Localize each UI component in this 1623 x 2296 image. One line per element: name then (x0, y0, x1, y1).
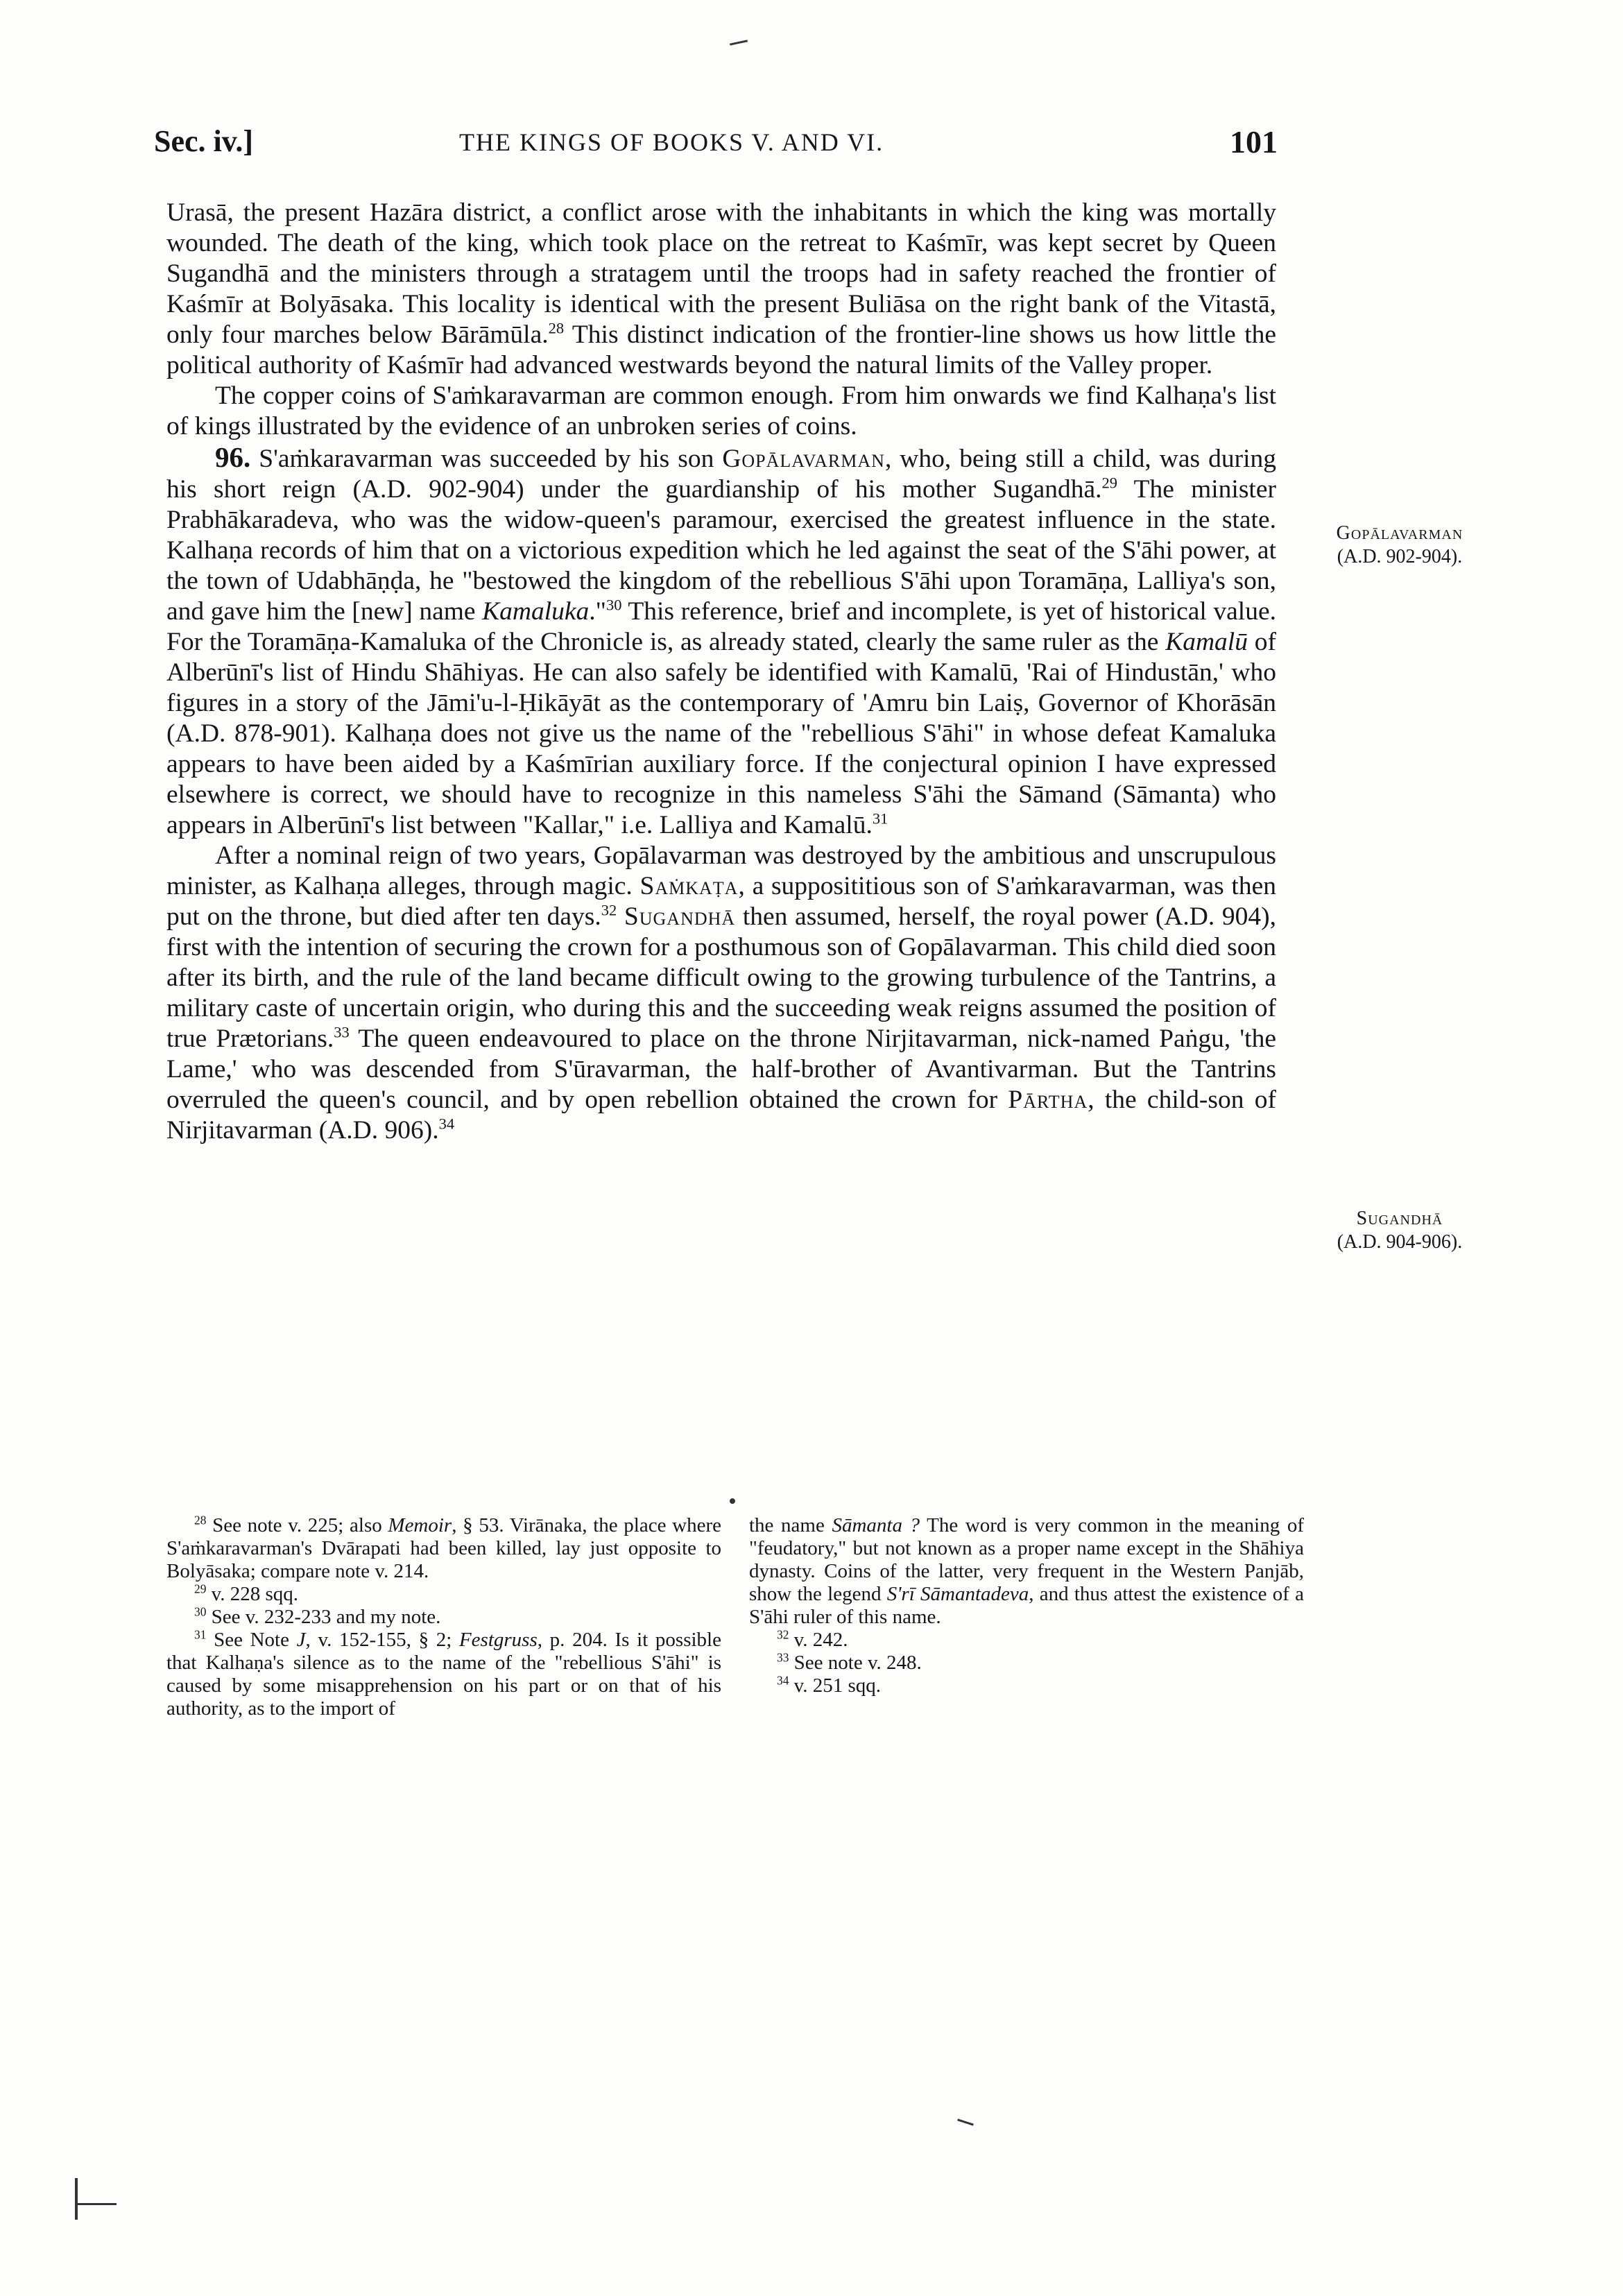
footnote-33 (749, 1652, 1304, 1674)
para3-text-e: This reference, brief and incomplete, is yet of historical value. For the Toramāṇa-Kamaluka of the Chronicle is, as already stated, clearly the same ruler as the (166, 597, 1276, 656)
paragraph-urasa (166, 198, 1276, 381)
footnote-text: See Note (214, 1629, 297, 1651)
footnote-italic: J (296, 1629, 306, 1651)
footnote-number: 34 (777, 1673, 789, 1688)
footnote-text: , v. 152-155, § 2; (305, 1629, 459, 1651)
footnote-text: The word is very common in the meaning of "feudatory," but not known as a proper name except in the Shāhiya dynasty. Coins of the latter, very frequent in the Western Panjāb, show the legend (749, 1514, 1304, 1605)
footnote-30 (166, 1606, 721, 1629)
para1-text: Urasā, the present Hazāra district, a conflict arose with the inhabitants in which the king was mortally wounded. The death of the king, which took place on the retreat to Kaśmīr, was kept secret by Queen Sugandhā and the ministers through a stratagem until the troops had in safety reached the frontier of Kaśmīr at Bolyāsaka. This locality is identical with the present Buliāsa on the right bank of the Vitastā, only four marches below Bārāmūla. (166, 198, 1276, 349)
footnotes-left-column (166, 1514, 721, 1720)
footnote-number: 28 (194, 1513, 207, 1527)
footnote-32 (749, 1629, 1304, 1652)
footnote-italic: Sāmanta ? (832, 1514, 920, 1536)
para3-text-a: S'aṁkaravarman was succeeded by his son (250, 445, 723, 473)
footnote-ref-31: 31 (872, 809, 888, 828)
para4-text-d: The queen endeavoured to place on the throne Nirjitavarman, nick-named Paṅgu, 'the Lame,' who was descended from S'ūravarman, the half-brother of Avantivarman. But the Tantrins overruled the queen's council, and by open rebellion obtained the crown for (166, 1025, 1276, 1114)
footnote-29 (166, 1583, 721, 1606)
scan-margin-mark (75, 2178, 78, 2220)
footnote-text: the name (749, 1514, 832, 1536)
margin-note-name: Sugandhā (1356, 1208, 1443, 1229)
footnote-text: v. 228 sqq. (211, 1583, 299, 1605)
margin-note-gopalavarman (1289, 522, 1511, 569)
footnote-text: v. 251 sqq. (793, 1674, 882, 1697)
para1-tail: This distinct indication of the frontier-line shows us how little the political authority of Kaśmīr had advanced westwards beyond the natural limits of the Valley proper. (166, 320, 1277, 379)
footnote-ref-30: 30 (606, 596, 622, 614)
paragraph-sugandha (166, 841, 1276, 1146)
footnote-text: , and thus attest the existence of a S'āhi ruler of this name. (749, 1583, 1304, 1628)
section-label: Sec. iv.] (154, 124, 253, 158)
footnote-31 (166, 1629, 721, 1720)
section-number: 96. (215, 441, 251, 473)
footnote-ref-28: 28 (548, 319, 565, 337)
para4-text-e: , the child-son of Nirjitavarman (A.D. 906). (166, 1086, 1276, 1145)
para4-text-b: , a supposititious son of S'aṁkaravarman, was then put on the throne, but died after ten days. (166, 872, 1276, 931)
margin-note-sugandha (1289, 1207, 1511, 1254)
running-header (154, 123, 1278, 172)
footnote-italic: S'rī Sāmantadeva (886, 1583, 1029, 1605)
footnote-28 (166, 1514, 721, 1583)
footnote-text: v. 242. (793, 1629, 848, 1651)
footnotes-right-column (749, 1514, 1304, 1697)
footnote-number: 33 (777, 1650, 789, 1665)
margin-note-name: Gopālavarman (1336, 522, 1463, 544)
king-name-partha: Pārtha (1008, 1086, 1088, 1114)
footnote-34 (749, 1674, 1304, 1697)
footnote-ref-32: 32 (601, 901, 617, 919)
king-name-gopalavarman: Gopālavarman (722, 445, 885, 473)
para4-text-a: After a nominal reign of two years, Gopālavarman was destroyed by the ambitious and unscrupulous minister, as Kalhaṇa alleges, through magic. (166, 841, 1276, 900)
term-kamalu: Kamalū (1165, 628, 1248, 656)
footnote-ref-29: 29 (1101, 474, 1118, 492)
main-text (166, 198, 1276, 1146)
para3-text-f: of Alberūnī's list of Hindu Shāhiyas. He can also safely be identified with Kamalū, 'Rai of Hindustān,' who figures in a story of the Jāmi'u-l-Ḥikāyāt as the contemporary of 'Amru bin Laiṣ, Governor of Khorāsān (A.D. 878-901). Kalhaṇa does not give us the name of the "rebellious S'āhi" in whose defeat Kamaluka appears to have been aided by a Kaśmīrian auxiliary force. If the conjectural opinion I have expressed elsewhere is correct, we should have to recognize in this nameless S'āhi the Sāmand (Sāmanta) who appears in Alberūnī's list between "Kallar," i.e. Lalliya and Kamalū. (166, 628, 1276, 839)
footnote-italic: Memoir (388, 1514, 452, 1536)
scan-speck (730, 40, 748, 45)
margin-note-dates: (A.D. 904-906). (1337, 1231, 1463, 1253)
footnote-ref-34: 34 (438, 1115, 455, 1133)
footnote-text: , p. 204. Is it possible that Kalhaṇa's silence as to the name of the "rebellious S'āhi" is caused by some misapprehension on his part or on that of his authority, as to the import of (166, 1629, 721, 1720)
footnote-text: See note v. 225; also (212, 1514, 388, 1536)
scan-speck (957, 2118, 974, 2125)
footnote-number: 32 (777, 1627, 789, 1642)
paragraph-coins: The copper coins of S'aṁkaravarman are common enough. From him onwards we find Kalhaṇa's list of kings illustrated by the evidence of an unbroken series of coins. (166, 382, 1276, 440)
running-title: THE KINGS OF BOOKS V. AND VI. (459, 128, 884, 156)
queen-name-sugandha: Sugandhā (624, 902, 736, 931)
para4-text-c: then assumed, herself, the royal power (A.D. 904), first with the intention of securing the crown for a posthumous son of Gopālavarman. This child died soon after its birth, and the rule of the land became difficult owing to the growing turbulence of the Tantrins, a military caste of uncertain origin, who during this and the succeeding weak reigns assumed the position of true Prætorians. (166, 902, 1276, 1053)
term-kamaluka: Kamaluka (482, 597, 590, 626)
footnote-text: , § 53. Virānaka, the place where S'aṁkaravarman's Dvārapati had been killed, lay just opposite to Bolyāsaka; compare note v. 214. (166, 1514, 721, 1582)
footnote-italic: Festgruss (458, 1629, 538, 1651)
para3-text-d: ." (589, 597, 606, 626)
margin-note-dates: (A.D. 902-904). (1337, 546, 1463, 567)
footnote-ref-33: 33 (334, 1023, 350, 1041)
scan-speck (730, 1498, 735, 1504)
para3-text-c: The minister Prabhākaradeva, who was the widow-queen's paramour, exercised the greatest influence in the state. Kalhaṇa records of him that on a victorious expedition which he led against the seat of the S'āhi power, at the town of Udabhāṇḍa, he "bestowed the kingdom of the rebellious S'āhi upon Toramāṇa, Lalliya's son, and gave him the [new] name (166, 475, 1276, 626)
footnote-number: 31 (194, 1627, 207, 1642)
page-number: 101 (1230, 124, 1278, 160)
footnote-text: See note v. 248. (793, 1652, 922, 1674)
para3-text-b: , who, being still a child, was during his short reign (A.D. 902-904) under the guardianship of his mother Sugandhā. (166, 445, 1276, 504)
footnote-31-continued (749, 1514, 1304, 1629)
footnote-text: See v. 232-233 and my note. (211, 1606, 441, 1628)
scan-margin-mark (75, 2203, 117, 2205)
footnote-number: 30 (194, 1604, 207, 1619)
footnote-number: 29 (194, 1582, 207, 1596)
paragraph-96 (166, 442, 1276, 841)
king-name-samkata: Saṁkaṭa (639, 872, 739, 900)
